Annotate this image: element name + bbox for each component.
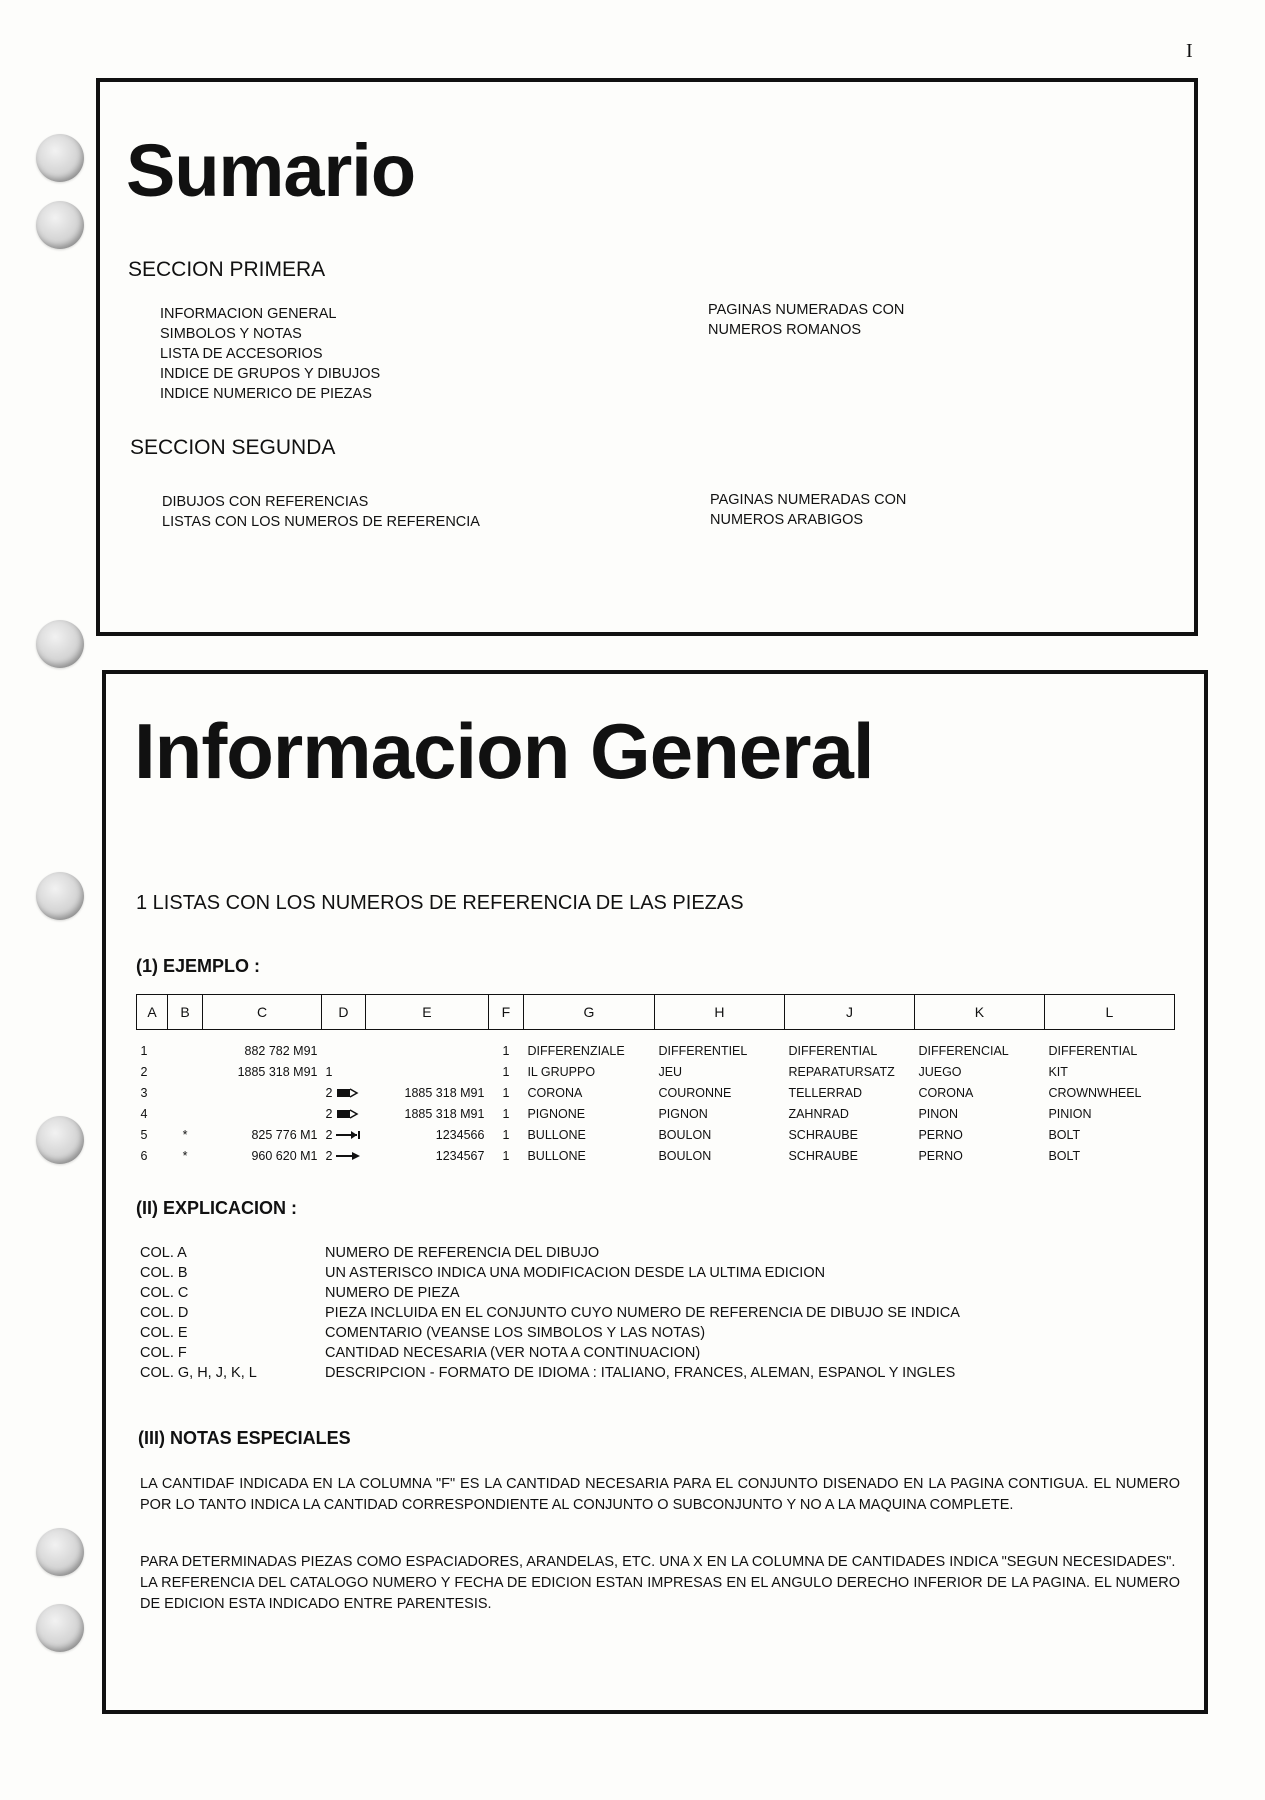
page-number: I [1186, 40, 1193, 62]
arrow-bar-icon [335, 1130, 361, 1140]
arrow-right-icon [335, 1151, 361, 1161]
section1-note-line: PAGINAS NUMERADAS CON [708, 302, 905, 318]
section1-item: INDICE DE GRUPOS Y DIBUJOS [160, 366, 381, 382]
informacion-title: Informacion General [134, 707, 874, 795]
cell-l: BOLT [1048, 1127, 1081, 1142]
cell-d [322, 1040, 366, 1061]
explanation-col: COL. B [140, 1265, 188, 1281]
cell-g: BULLONE [527, 1148, 586, 1163]
cell-j: REPARATURSATZ [788, 1064, 895, 1079]
cell-l: BOLT [1048, 1148, 1081, 1163]
header-k: K [914, 995, 1044, 1030]
cell-f: 1 [502, 1043, 510, 1058]
cell-d [322, 1082, 366, 1103]
kit-drawing-icon [335, 1087, 359, 1099]
cell-k: DIFFERENCIAL [918, 1043, 1009, 1058]
cell-c [203, 1082, 322, 1103]
cell-b [168, 1040, 203, 1061]
cell-k: PERNO [918, 1127, 963, 1142]
explanation-row [140, 1303, 960, 1323]
section2-item: DIBUJOS CON REFERENCIAS [162, 494, 369, 510]
note-paragraph: PARA DETERMINADAS PIEZAS COMO ESPACIADORES, ARANDELAS, ETC. UNA X EN LA COLUMNA DE CANTIDADES INDICA "SEGUN NECESIDADES". [140, 1554, 1176, 1570]
info-subtitle: 1 LISTAS CON LOS NUMEROS DE REFERENCIA DE LAS PIEZAS [136, 892, 744, 914]
section2-item: LISTAS CON LOS NUMEROS DE REFERENCIA [162, 514, 480, 530]
section1-items [160, 304, 380, 404]
section1-item: INFORMACION GENERAL [160, 306, 337, 322]
table-row [137, 1145, 1175, 1166]
cell-b [168, 1082, 203, 1103]
cell-g: DIFFERENZIALE [527, 1043, 625, 1058]
explanation-text: NUMERO DE PIEZA [325, 1285, 460, 1301]
cell-b [168, 1061, 203, 1082]
header-g: G [523, 995, 654, 1030]
example-heading: (1) EJEMPLO : [136, 956, 261, 976]
cell-g: BULLONE [527, 1127, 586, 1142]
explanation-row [140, 1243, 960, 1263]
section2-items [162, 492, 480, 532]
section1-note [708, 300, 904, 340]
cell-d-value: 2 [325, 1106, 333, 1121]
notes-block-1 [140, 1474, 1180, 1516]
cell-h: PIGNON [658, 1106, 708, 1121]
binder-hole [36, 620, 84, 668]
informacion-box [102, 670, 1208, 1714]
cell-j: ZAHNRAD [788, 1106, 849, 1121]
table-row [137, 1103, 1175, 1124]
cell-g: PIGNONE [527, 1106, 586, 1121]
cell-f: 1 [502, 1148, 510, 1163]
cell-k: PINON [918, 1106, 959, 1121]
cell-c: 1885 318 M91 [237, 1064, 318, 1079]
header-e: E [365, 995, 488, 1030]
cell-h: COURONNE [658, 1085, 732, 1100]
cell-d-value: 2 [325, 1127, 333, 1142]
header-d: D [322, 995, 366, 1030]
cell-d-value: 2 [325, 1148, 333, 1163]
section2-note-line: NUMEROS ARABIGOS [710, 512, 864, 528]
cell-b: * [182, 1148, 188, 1163]
table-row [137, 1124, 1175, 1145]
cell-f: 1 [502, 1085, 510, 1100]
header-b: B [168, 995, 203, 1030]
cell-e [365, 1040, 488, 1061]
explanation-row [140, 1343, 960, 1363]
table-row [137, 1061, 1175, 1082]
cell-a: 4 [140, 1106, 148, 1121]
explanation-text: UN ASTERISCO INDICA UNA MODIFICACION DESDE LA ULTIMA EDICION [325, 1265, 826, 1281]
explanation-col: COL. F [140, 1345, 187, 1361]
explanation-col: COL. E [140, 1325, 188, 1341]
cell-b: * [182, 1127, 188, 1142]
binder-hole [36, 1604, 84, 1652]
cell-j: TELLERRAD [788, 1085, 863, 1100]
binder-hole [36, 1116, 84, 1164]
cell-d [322, 1124, 366, 1145]
cell-h: DIFFERENTIEL [658, 1043, 748, 1058]
explanation-text: NUMERO DE REFERENCIA DEL DIBUJO [325, 1245, 600, 1261]
cell-c: 960 620 M1 [251, 1148, 318, 1163]
cell-h: BOULON [658, 1127, 712, 1142]
explanation-col: COL. A [140, 1245, 187, 1261]
cell-a: 5 [140, 1127, 148, 1142]
explanation-row [140, 1323, 960, 1343]
cell-g: IL GRUPPO [527, 1064, 596, 1079]
cell-j: DIFFERENTIAL [788, 1043, 878, 1058]
cell-e: 1885 318 M91 [404, 1106, 485, 1121]
cell-d [322, 1103, 366, 1124]
header-a: A [137, 995, 168, 1030]
section2-note-line: PAGINAS NUMERADAS CON [710, 492, 907, 508]
binder-hole [36, 872, 84, 920]
cell-f: 1 [502, 1064, 510, 1079]
cell-h: BOULON [658, 1148, 712, 1163]
explanation-row [140, 1363, 960, 1383]
cell-l: DIFFERENTIAL [1048, 1043, 1138, 1058]
cell-a: 1 [140, 1043, 148, 1058]
cell-f: 1 [502, 1106, 510, 1121]
section1-title: SECCION PRIMERA [128, 258, 326, 281]
explanation-heading: (II) EXPLICACION : [136, 1198, 297, 1218]
explanation-text: CANTIDAD NECESARIA (VER NOTA A CONTINUACION) [325, 1345, 701, 1361]
explanation-col: COL. D [140, 1305, 189, 1321]
cell-e: 1885 318 M91 [404, 1085, 485, 1100]
note-paragraph: LA CANTIDAF INDICADA EN LA COLUMNA "F" ES LA CANTIDAD NECESARIA PARA EL CONJUNTO DISENADO EN LA PAGINA CONTIGUA. EL NUMERO POR LO TANTO INDICA LA CANTIDAD CORRESPONDIENTE AL CONJUNTO O SUBCONJUNTO Y NO A LA MAQUINA COMPLETE. [140, 1476, 1180, 1513]
cell-k: PERNO [918, 1148, 963, 1163]
section1-item: SIMBOLOS Y NOTAS [160, 326, 302, 342]
cell-e: 1234567 [435, 1148, 485, 1163]
explanation-row [140, 1283, 960, 1303]
table-header-row [137, 995, 1175, 1030]
header-h: H [654, 995, 784, 1030]
explanation-row [140, 1263, 960, 1283]
section1-item: INDICE NUMERICO DE PIEZAS [160, 386, 372, 402]
notes-heading: (III) NOTAS ESPECIALES [138, 1428, 351, 1448]
cell-k: CORONA [918, 1085, 974, 1100]
cell-j: SCHRAUBE [788, 1127, 858, 1142]
cell-d-value: 2 [325, 1085, 333, 1100]
header-l: L [1044, 995, 1174, 1030]
cell-k: JUEGO [918, 1064, 962, 1079]
table-row [137, 1082, 1175, 1103]
explanation-text: COMENTARIO (VEANSE LOS SIMBOLOS Y LAS NOTAS) [325, 1325, 706, 1341]
header-f: F [488, 995, 523, 1030]
cell-l: CROWNWHEEL [1048, 1085, 1142, 1100]
cell-h: JEU [658, 1064, 683, 1079]
sumario-title: Sumario [126, 129, 416, 212]
notes-block-2 [140, 1552, 1180, 1615]
section1-note-line: NUMEROS ROMANOS [708, 322, 862, 338]
cell-e: 1234566 [435, 1127, 485, 1142]
explanation-col: COL. C [140, 1285, 189, 1301]
table-row [137, 1040, 1175, 1061]
header-c: C [203, 995, 322, 1030]
binder-hole [36, 201, 84, 249]
section2-title: SECCION SEGUNDA [130, 436, 336, 459]
cell-g: CORONA [527, 1085, 583, 1100]
cell-f: 1 [502, 1127, 510, 1142]
cell-a: 6 [140, 1148, 148, 1163]
binder-hole [36, 1528, 84, 1576]
cell-a: 2 [140, 1064, 148, 1079]
cell-d: 1 [325, 1064, 333, 1079]
cell-d [322, 1145, 366, 1166]
cell-c: 825 776 M1 [251, 1127, 318, 1142]
header-j: J [784, 995, 914, 1030]
note-paragraph: LA REFERENCIA DEL CATALOGO NUMERO Y FECHA DE EDICION ESTAN IMPRESAS EN EL ANGULO DERECHO INFERIOR DE LA PAGINA. EL NUMERO DE EDICION ESTA INDICADO ENTRE PARENTESIS. [140, 1575, 1180, 1612]
binder-hole [36, 134, 84, 182]
kit-drawing-icon [335, 1108, 359, 1120]
explanation-text: DESCRIPCION - FORMATO DE IDIOMA : ITALIANO, FRANCES, ALEMAN, ESPANOL Y INGLES [325, 1365, 956, 1381]
cell-c [203, 1103, 322, 1124]
section1-item: LISTA DE ACCESORIOS [160, 346, 323, 362]
cell-l: KIT [1048, 1064, 1068, 1079]
cell-a: 3 [140, 1085, 148, 1100]
cell-j: SCHRAUBE [788, 1148, 858, 1163]
cell-c: 882 782 M91 [244, 1043, 318, 1058]
explanation-list [140, 1243, 960, 1383]
cell-b [168, 1103, 203, 1124]
sumario-box [96, 78, 1198, 636]
explanation-text: PIEZA INCLUIDA EN EL CONJUNTO CUYO NUMERO DE REFERENCIA DE DIBUJO SE INDICA [325, 1305, 960, 1321]
section2-note [710, 490, 906, 530]
cell-e [365, 1061, 488, 1082]
explanation-col: COL. G, H, J, K, L [140, 1365, 257, 1381]
example-table [136, 994, 1175, 1166]
cell-l: PINION [1048, 1106, 1092, 1121]
